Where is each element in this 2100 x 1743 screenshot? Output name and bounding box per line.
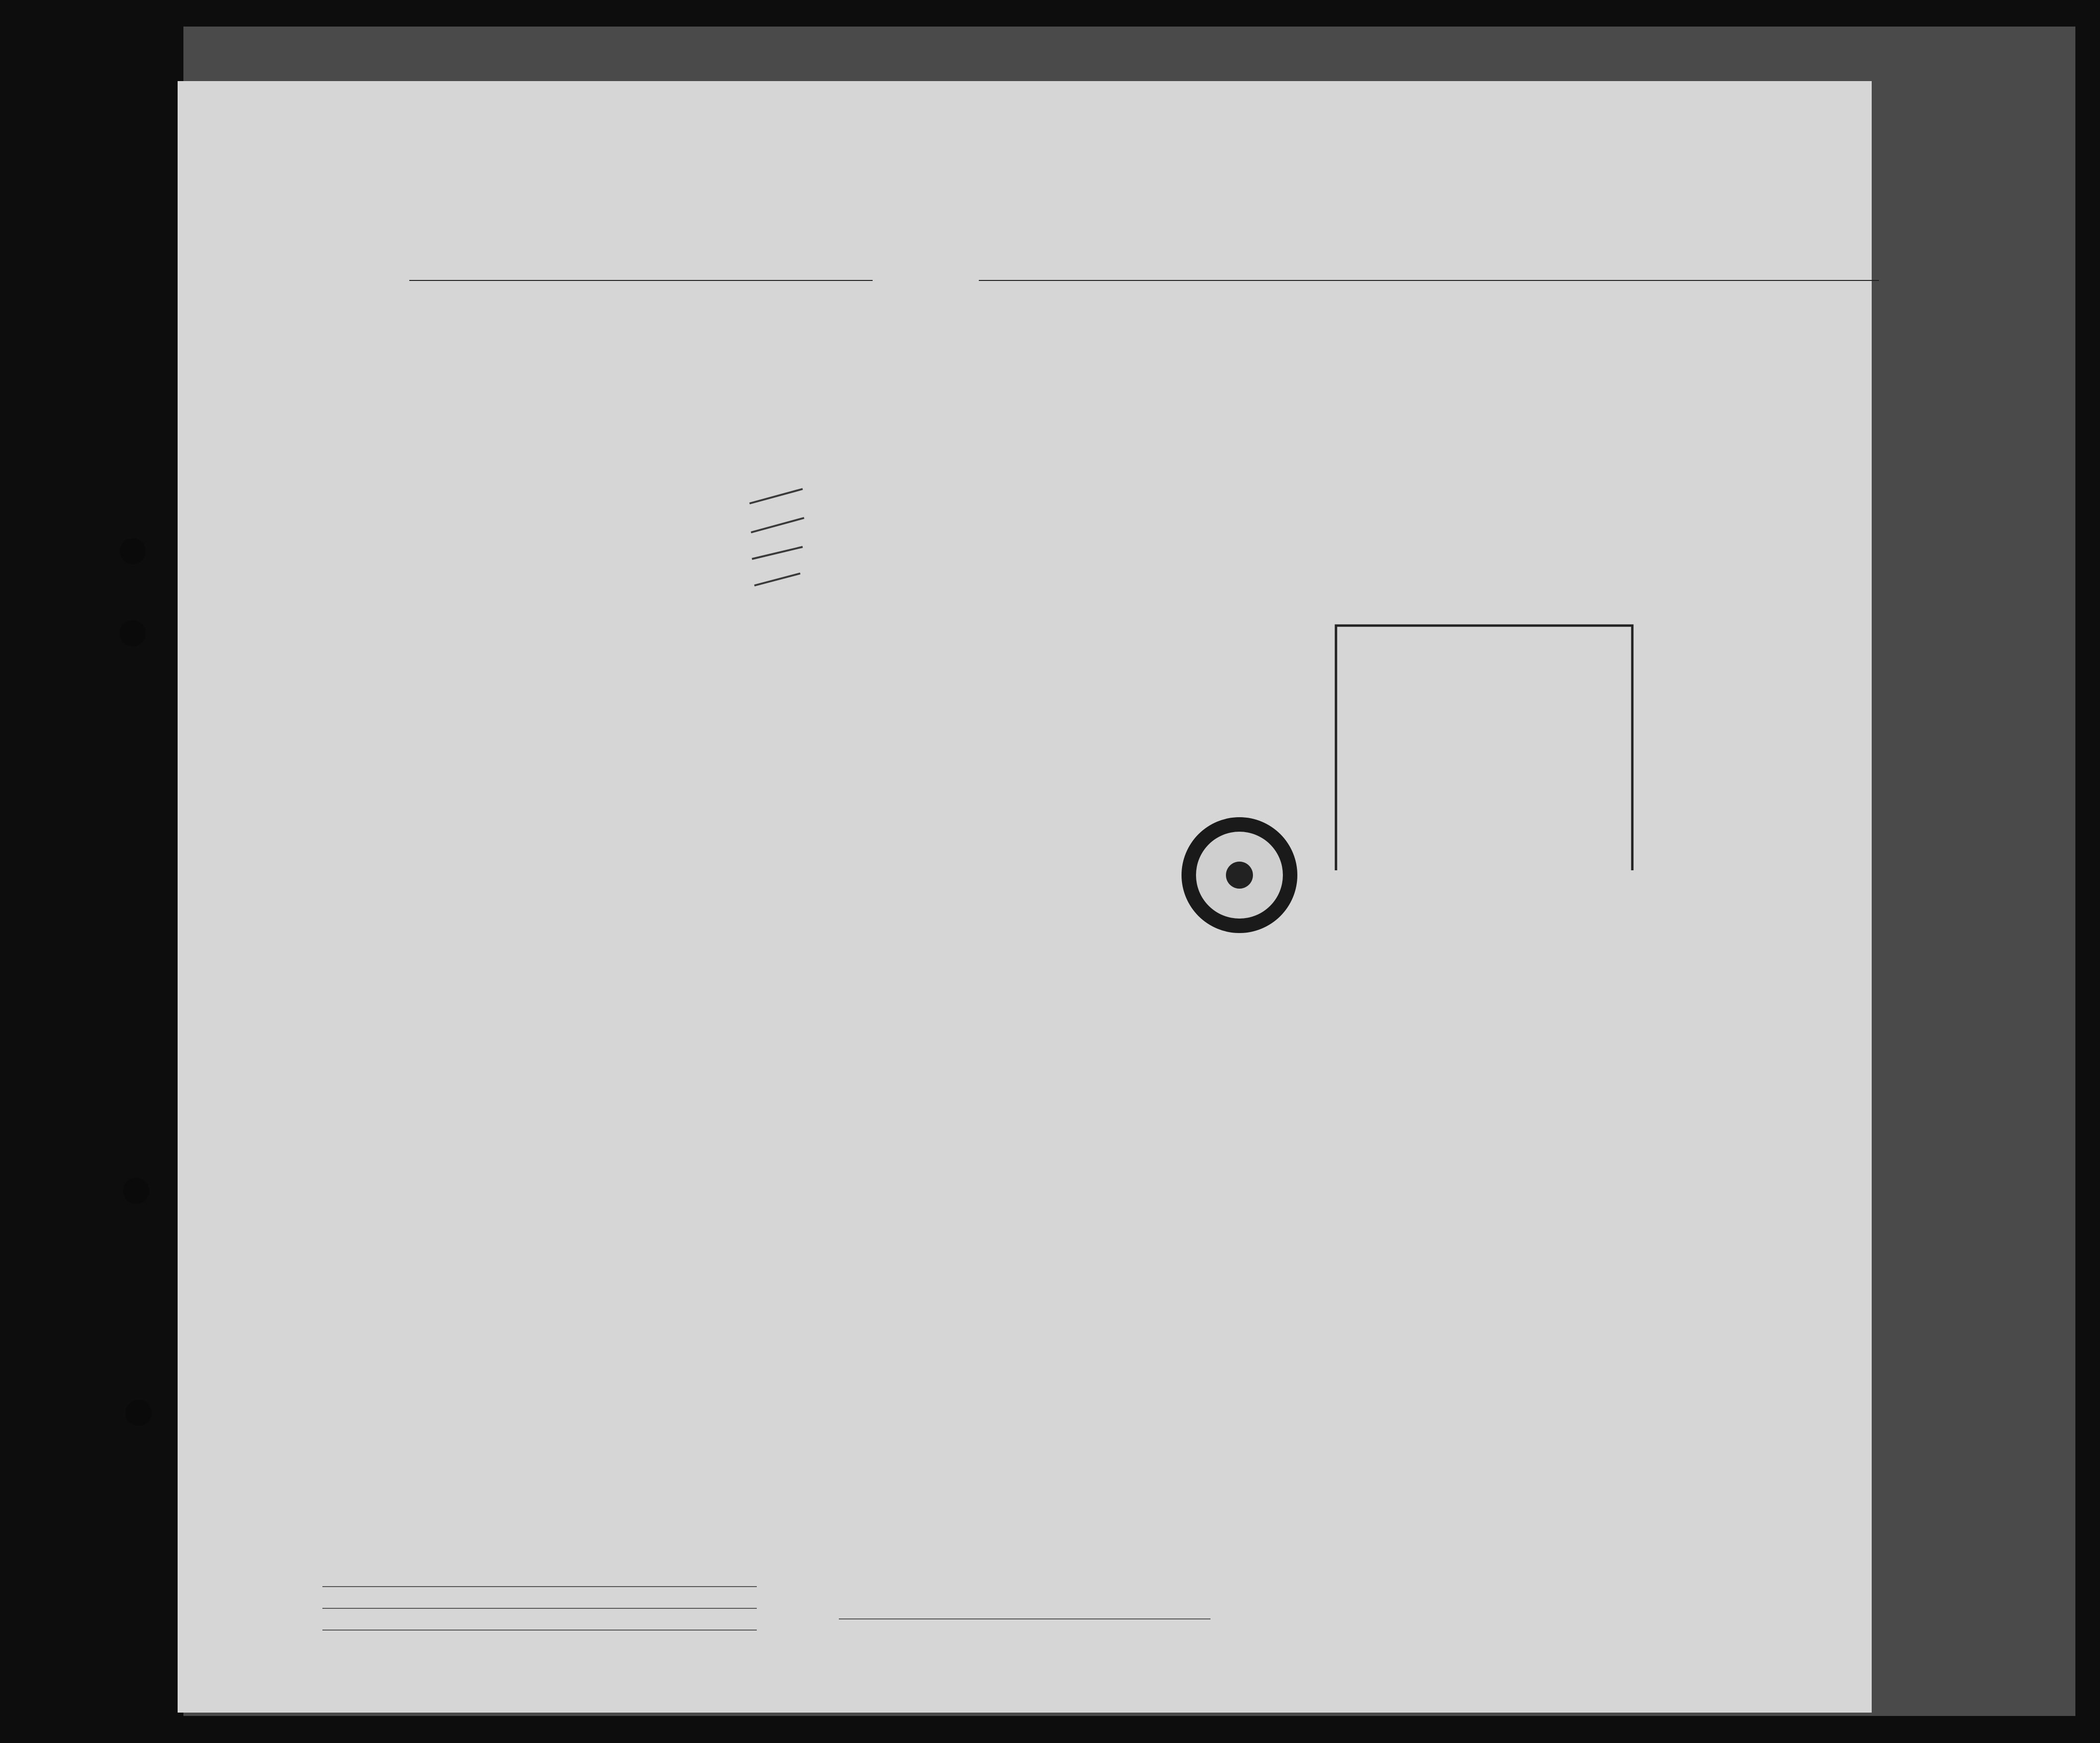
punch-hole	[125, 1400, 152, 1426]
inspector-rule	[839, 1618, 1210, 1619]
eagle-emblem-icon	[1226, 862, 1253, 889]
footer-rule	[322, 1586, 757, 1587]
footer-rule	[322, 1608, 757, 1609]
manifest-grid	[178, 81, 1872, 1713]
consulate-stamp	[1332, 622, 1636, 870]
service-dashes	[747, 487, 810, 598]
punch-hole	[120, 620, 146, 646]
footer-rule	[322, 1630, 757, 1631]
punch-hole	[120, 538, 146, 564]
manifest-page	[178, 81, 1872, 1713]
consulate-seal	[1182, 817, 1297, 933]
punch-hole	[123, 1178, 149, 1204]
